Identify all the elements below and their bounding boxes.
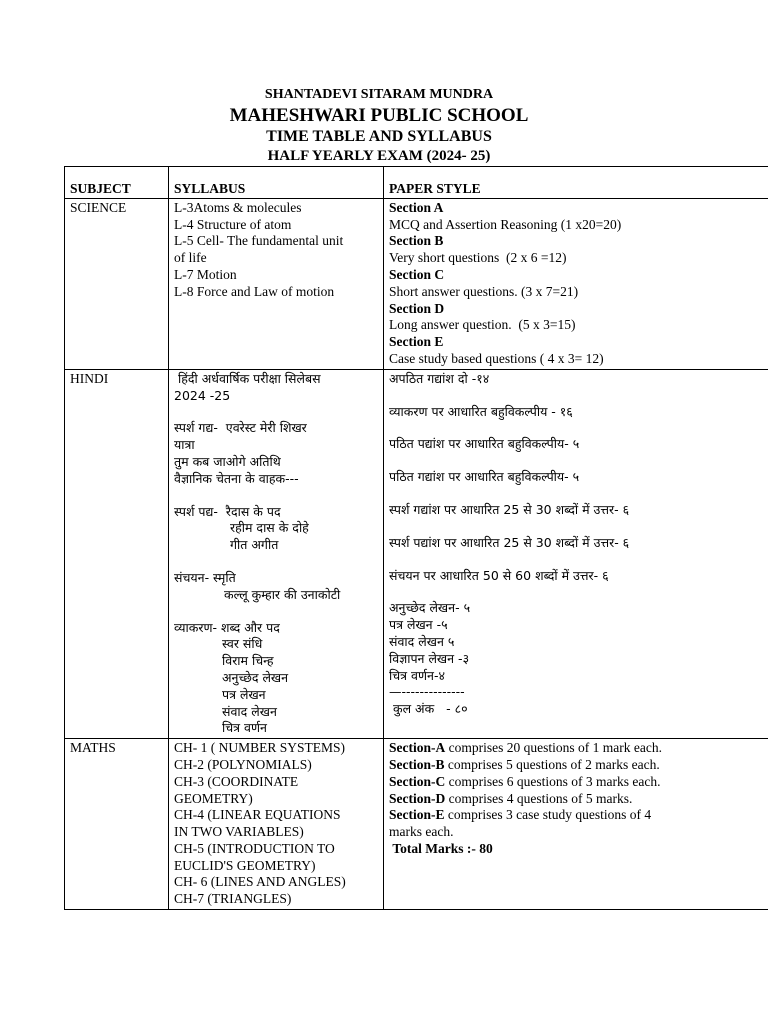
- section-line: [389, 740, 768, 757]
- science-subject: SCIENCE: [65, 198, 169, 369]
- syllabus-line: CH-3 (COORDINATE: [174, 773, 299, 789]
- section-detail: MCQ and Assertion Reasoning (1 x20=20): [389, 216, 622, 232]
- syllabus-line: व्याकरण- शब्द और पद: [174, 619, 280, 635]
- syllabus-line: कल्लू कुम्हार की उनाकोटी: [224, 586, 341, 602]
- syllabus-line: CH-5 (INTRODUCTION TO: [174, 840, 335, 856]
- hindi-syllabus: [169, 369, 384, 738]
- section-heading: Section A: [389, 199, 444, 215]
- paper-line: अनुच्छेद लेखन- ५: [389, 600, 471, 616]
- maths-syllabus: [169, 739, 384, 910]
- paper-line: अपठित गद्यांश दो -१४: [389, 370, 490, 386]
- paper-line: पठित गद्यांश पर आधारित बहुविकल्पीय- ५: [389, 469, 580, 485]
- syllabus-line: L-4 Structure of atom: [174, 216, 292, 232]
- paper-line: पत्र लेखन -५: [389, 617, 448, 633]
- paper-line: व्याकरण पर आधारित बहुविकल्पीय - १६: [389, 403, 573, 419]
- syllabus-line: L-8 Force and Law of motion: [174, 283, 335, 299]
- science-syllabus: [169, 198, 384, 369]
- science-row: [65, 198, 768, 369]
- paper-line: संवाद लेखन ५: [389, 633, 455, 649]
- section-text: marks each.: [389, 824, 454, 840]
- spacer: [174, 604, 379, 620]
- section-detail: Case study based questions ( 4 x 3= 12): [389, 350, 604, 366]
- syllabus-line: अनुच्छेद लेखन: [222, 669, 289, 685]
- section-label: Section-A: [389, 740, 446, 756]
- syllabus-line: GEOMETRY): [174, 790, 253, 806]
- section-line: [389, 824, 768, 841]
- paper-line: स्पर्श गद्यांश पर आधारित 25 से 30 शब्दों में उत्तर- ६: [389, 501, 630, 517]
- syllabus-line: of life: [174, 250, 207, 266]
- syllabus-line: पत्र लेखन: [222, 686, 266, 702]
- document-header: [0, 86, 758, 166]
- syllabus-line: स्वर संधि: [222, 636, 263, 652]
- section-line: [389, 791, 768, 808]
- paper-line: पठित पद्यांश पर आधारित बहुविकल्पीय- ५: [389, 436, 580, 452]
- table-header-row: [65, 167, 768, 199]
- section-label: Section-D: [389, 790, 446, 806]
- syllabus-line: L-7 Motion: [174, 266, 237, 282]
- syllabus-line: रहीम दास के दोहे: [230, 520, 309, 536]
- syllabus-line: स्पर्श पद्य- रैदास के पद: [174, 503, 281, 519]
- spacer: [174, 404, 379, 420]
- syllabus-line: गीत अगीत: [230, 537, 279, 553]
- syllabus-line: तुम कब जाओगे अतिथि: [174, 453, 281, 469]
- section-heading: Section B: [389, 233, 444, 249]
- spacer: [174, 488, 379, 504]
- section-heading: Section D: [389, 300, 445, 316]
- syllabus-line: IN TWO VARIABLES): [174, 824, 304, 840]
- syllabus-line: यात्रा: [174, 437, 195, 453]
- paper-line: स्पर्श पद्यांश पर आधारित 25 से 30 शब्दों में उत्तर- ६: [389, 534, 630, 550]
- section-line: [389, 757, 768, 774]
- syllabus-line: 2024 -25: [174, 387, 231, 403]
- section-text: comprises 4 questions of 5 marks.: [445, 790, 633, 806]
- syllabus-line: विराम चिन्ह: [222, 653, 274, 669]
- total-marks: Total Marks :- 80: [389, 840, 493, 856]
- syllabus-line: CH-2 (POLYNOMIALS): [174, 756, 312, 772]
- syllabus-line: L-5 Cell- The fundamental unit: [174, 233, 344, 249]
- header-paper-style: PAPER STYLE: [384, 167, 768, 199]
- syllabus-line: EUCLID'S GEOMETRY): [174, 857, 316, 873]
- section-label: Section-C: [389, 773, 446, 789]
- spacer: [389, 519, 768, 535]
- section-label: Section-E: [389, 807, 445, 823]
- spacer: [174, 554, 379, 570]
- maths-row: [65, 739, 768, 910]
- syllabus-line: CH- 1 ( NUMBER SYSTEMS): [174, 740, 346, 756]
- syllabus-line: संवाद लेखन: [222, 703, 277, 719]
- syllabus-line: L-3Atoms & molecules: [174, 199, 302, 215]
- total-marks: कुल अंक - ८०: [389, 701, 468, 717]
- maths-paper-style: [384, 739, 768, 910]
- section-detail: Long answer question. (5 x 3=15): [389, 317, 576, 333]
- section-text: comprises 3 case study questions of 4: [444, 807, 652, 823]
- hindi-paper-style: [384, 369, 768, 738]
- paper-line: चित्र वर्णन-४: [389, 667, 445, 683]
- syllabus-line: CH-7 (TRIANGLES): [174, 891, 292, 907]
- section-detail: Very short questions (2 x 6 =12): [389, 250, 567, 266]
- syllabus-line: CH-4 (LINEAR EQUATIONS: [174, 807, 341, 823]
- divider-line: —--------------: [389, 684, 465, 700]
- spacer: [389, 584, 768, 600]
- trust-name: SHANTADEVI SITARAM MUNDRA: [264, 87, 494, 102]
- spacer: [389, 388, 768, 404]
- section-text: comprises 5 questions of 2 marks each.: [444, 756, 660, 772]
- section-heading: Section E: [389, 334, 444, 350]
- section-heading: Section C: [389, 266, 445, 282]
- syllabus-line: हिंदी अर्धवार्षिक परीक्षा सिलेबस: [174, 370, 321, 386]
- exam-title: HALF YEARLY EXAM (2024- 25): [267, 148, 491, 164]
- document-title: TIME TABLE AND SYLLABUS: [266, 128, 492, 145]
- syllabus-line: स्पर्श गद्य- एवरेस्ट मेरी शिखर: [174, 420, 307, 436]
- spacer: [389, 486, 768, 502]
- syllabus-line: चित्र वर्णन: [222, 720, 267, 736]
- section-text: comprises 20 questions of 1 mark each.: [445, 740, 662, 756]
- header-syllabus: SYLLABUS: [169, 167, 384, 199]
- science-paper-style: [384, 198, 768, 369]
- hindi-subject: HINDI: [65, 369, 169, 738]
- section-text: comprises 6 questions of 3 marks each.: [445, 773, 661, 789]
- spacer: [389, 552, 768, 568]
- school-name: MAHESHWARI PUBLIC SCHOOL: [229, 105, 529, 126]
- syllabus-line: संचयन- स्मृति: [174, 569, 236, 585]
- section-line: [389, 774, 768, 791]
- spacer: [389, 420, 768, 436]
- hindi-row: [65, 369, 768, 738]
- section-line: [389, 807, 768, 824]
- header-subject: SUBJECT: [65, 167, 169, 199]
- maths-subject: MATHS: [65, 739, 169, 910]
- paper-line: संचयन पर आधारित 50 से 60 शब्दों में उत्तर- ६: [389, 567, 609, 583]
- paper-line: विज्ञापन लेखन -३: [389, 650, 470, 666]
- section-label: Section-B: [389, 756, 445, 772]
- spacer: [389, 453, 768, 469]
- syllabus-line: वैज्ञानिक चेतना के वाहक---: [174, 470, 299, 486]
- syllabus-line: CH- 6 (LINES AND ANGLES): [174, 874, 346, 890]
- section-detail: Short answer questions. (3 x 7=21): [389, 283, 579, 299]
- syllabus-table: [64, 166, 768, 910]
